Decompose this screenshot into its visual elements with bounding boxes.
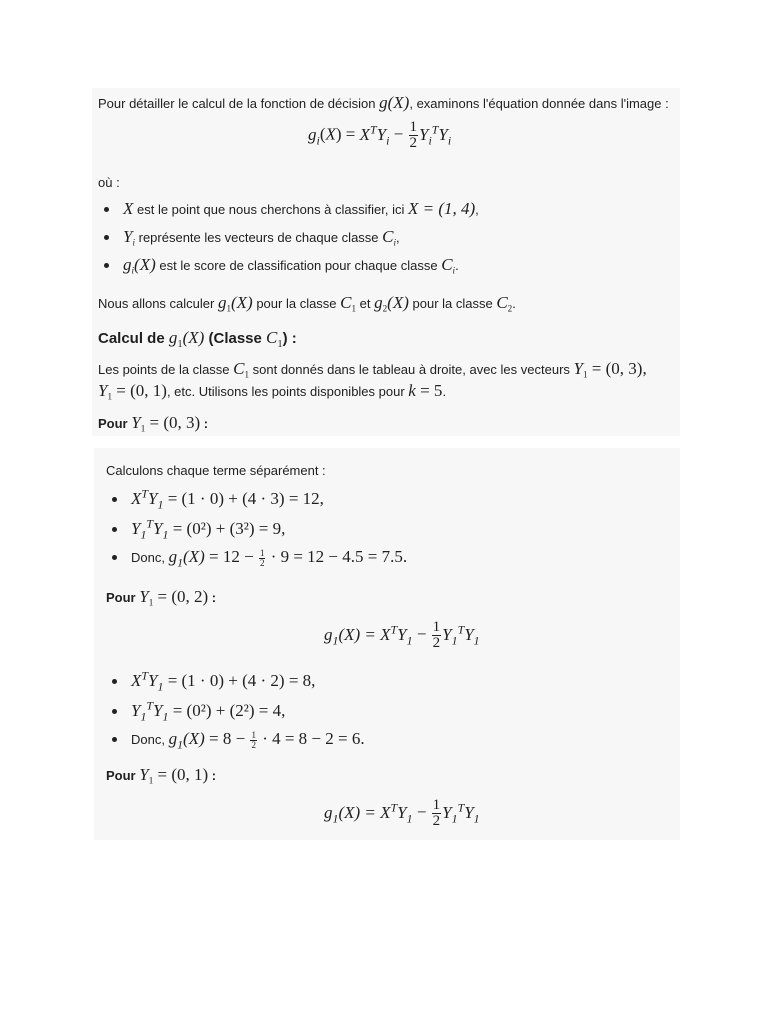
- calculation-intro: Calculons chaque terme séparément :: [106, 463, 326, 478]
- case-label-3: Pour $Y_1 = (0$, 1) :: [106, 765, 217, 786]
- case1-bullet-result: Donc, $g_1(X) = 12$ − $\frac{1}{2}$ · 9 = 12 − 4.5 = 7.5.: [112, 548, 407, 568]
- bullet-icon: [104, 263, 109, 268]
- case1-bullet-yty: $Y_1^TY_1 = (0^2) + (3^2) = 9$,: [112, 520, 285, 539]
- case2-bullet-yty: $Y_1^TY_1 = (0^2) + (2^2) = 4$,: [112, 702, 285, 721]
- definition-item-x: X est le point que nous cherchons à classifier, ici X = (1, 4),: [104, 200, 479, 219]
- bullet-icon: [112, 679, 117, 684]
- case1-bullet-xty: $X^TY_1 = (1 \cdot 0) + (4 \cdot 3) = 12$,: [112, 490, 324, 509]
- document-section-1: [92, 88, 680, 436]
- definition-item-g: $g_i(X)$ est le score de classification pour chaque classe $C_i$.: [104, 256, 459, 275]
- bullet-icon: [104, 207, 109, 212]
- bullet-icon: [112, 737, 117, 742]
- document-section-2: [94, 448, 680, 840]
- case2-bullet-xty: $X^TY_1 = (1 \cdot 0) + (4 \cdot 2) = 8$,: [112, 672, 315, 691]
- g1-equation-3: $g_1(X) = X^TY_1$ − $\frac{1}{2}$ $Y_1^TY_1$: [324, 797, 480, 829]
- bullet-icon: [112, 709, 117, 714]
- definition-item-y: $Y_i$ représente les vecteurs de chaque classe $C_i$,: [104, 228, 400, 247]
- bullet-icon: [104, 235, 109, 240]
- plan-line: Nous allons calculer $g_1(X)$ pour la classe $C_1$ et $g_2(X)$ pour la classe $C_2$.: [98, 293, 516, 314]
- case-label-2: Pour $Y_1 = (0$, 2) :: [106, 587, 217, 608]
- bullet-icon: [112, 527, 117, 532]
- case2-bullet-result: Donc, $g_1(X) = 8$ − $\frac{1}{2}$ · 4 = 8 − 2 = 6.: [112, 730, 365, 750]
- section-heading: Calcul de $g_1(X)$ (Classe $C_1$) :: [98, 328, 297, 350]
- general-equation: $g_i(X) = X^TY_i$ − $\frac{1}{2}$ $Y_i^TY_i$: [308, 119, 452, 151]
- case-label-1: Pour $Y_1 = (0$, 3) :: [98, 413, 209, 434]
- g1-equation-2: $g_1(X) = X^TY_1$ − $\frac{1}{2}$ $Y_1^TY_1$: [324, 619, 480, 651]
- intro-line: Pour détailler le calcul de la fonction de décision g(X), examinons l'équation donnée dans l'image :: [98, 93, 669, 112]
- bullet-icon: [112, 555, 117, 560]
- class-description-line-2: $Y_1 = (0$, 1), etc. Utilisons les points disponibles pour k = 5.: [98, 381, 447, 402]
- bullet-icon: [112, 497, 117, 502]
- ou-label: où :: [98, 175, 120, 190]
- class-description-line-1: Les points de la classe $C_1$ sont donnés dans le tableau à droite, avec les vecteurs $Y_1 = (0$, 3),: [98, 359, 647, 380]
